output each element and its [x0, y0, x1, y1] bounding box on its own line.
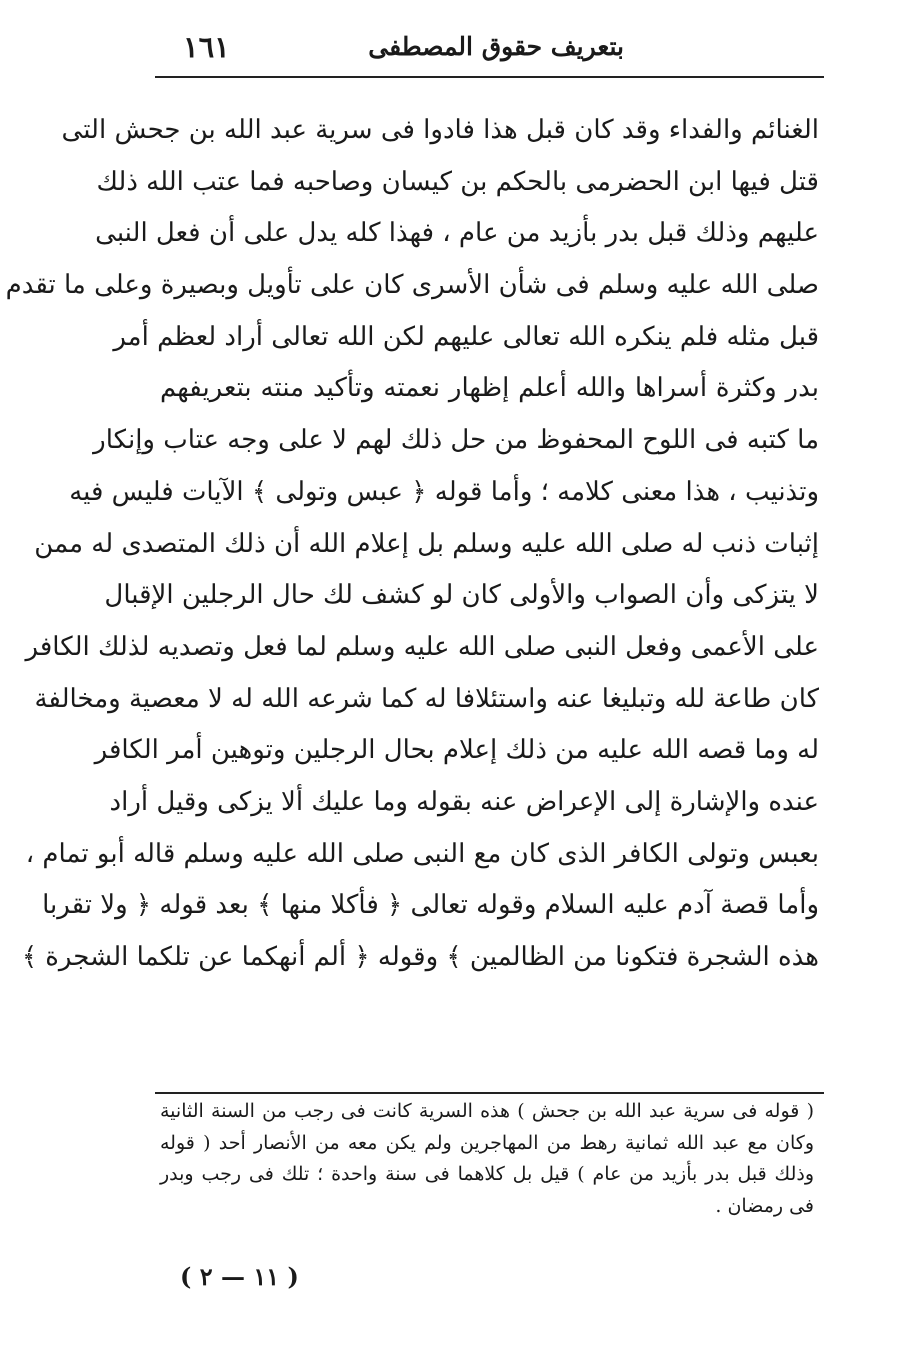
text-line: وتذنيب ، هذا معنى كلامه ؛ وأما قوله ﴿ عبس وتولى ﴾ الآيات فليس فيه [69, 476, 819, 507]
footnote-line: ( قوله فى سرية عبد الله بن جحش ) هذه السرية كانت فى رجب من السنة الثانية [160, 1100, 814, 1122]
footnotes [160, 1096, 814, 1222]
footnote-rule [155, 1092, 824, 1094]
footnote-line: وذلك قبل بدر بأزيد من عام ) قيل بل كلاهما فى سنة واحدة ؛ تلك فى رجب وبدر [160, 1163, 814, 1185]
text-line: ما كتبه فى اللوح المحفوظ من حل ذلك لهم لا على وجه عتاب وإنكار [93, 425, 819, 456]
text-line: عليهم وذلك قبل بدر بأزيد من عام ، فهذا كله يدل على أن فعل النبى [95, 218, 819, 249]
text-line: على الأعمى وفعل النبى صلى الله عليه وسلم لما فعل وتصديه لذلك الكافر [25, 631, 819, 662]
text-line: هذه الشجرة فتكونا من الظالمين ﴾ وقوله ﴿ ألم أنهكما عن تلكما الشجرة ﴾ [21, 942, 819, 972]
text-line: لا يتزكى وأن الصواب والأولى كان لو كشف لك حال الرجلين الإقبال [104, 580, 819, 611]
page-header [155, 30, 824, 72]
header-rule [155, 76, 824, 78]
text-line: قبل مثله فلم ينكره الله تعالى عليهم لكن الله تعالى أراد لعظم أمر [113, 321, 819, 352]
text-line: بعبس وتولى الكافر الذى كان مع النبى صلى الله عليه وسلم قاله أبو تمام ، [25, 838, 819, 869]
text-line: قتل فيها ابن الحضرمى بالحكم بن كيسان وصاحبه فما عتب الله ذلك [96, 166, 819, 197]
text-line: بدر وكثرة أسراها والله أعلم إظهار نعمته وتأكيد منته بتعريفهم [160, 373, 819, 404]
main-text [5, 105, 819, 984]
text-line: إثبات ذنب له صلى الله عليه وسلم بل إعلام الله أن ذلك المتصدى له ممن [34, 528, 819, 559]
text-line: صلى الله عليه وسلم فى شأن الأسرى كان على تأويل وبصيرة وعلى ما تقدم [5, 270, 819, 301]
text-line: الغنائم والفداء وقد كان قبل هذا فادوا فى سرية عبد الله بن جحش التى [61, 115, 819, 145]
footnote-line: وكان مع عبد الله ثمانية رهط من المهاجرين ولم يكن معه من الأنصار أحد ( قوله [160, 1131, 814, 1154]
footnote-line: فى رمضان . [715, 1194, 814, 1217]
printer-signature-mark: ( ١١ — ٢ ) [180, 1262, 299, 1291]
page-number: ١٦١ [183, 30, 230, 64]
text-line: كان طاعة لله وتبليغا عنه واستئلافا له كما شرعه الله له لا معصية ومخالفة [34, 683, 819, 714]
running-title: بتعريف حقوق المصطفى [368, 32, 624, 61]
text-line: وأما قصة آدم عليه السلام وقوله تعالى ﴿ فأكلا منها ﴾ بعد قوله ﴿ ولا تقربا [42, 890, 819, 921]
text-line: له وما قصه الله عليه من ذلك إعلام بحال الرجلين وتوهين أمر الكافر [94, 735, 819, 766]
text-line: عنده والإشارة إلى الإعراض عنه بقوله وما عليك ألا يزكى وقيل أراد [109, 786, 819, 817]
